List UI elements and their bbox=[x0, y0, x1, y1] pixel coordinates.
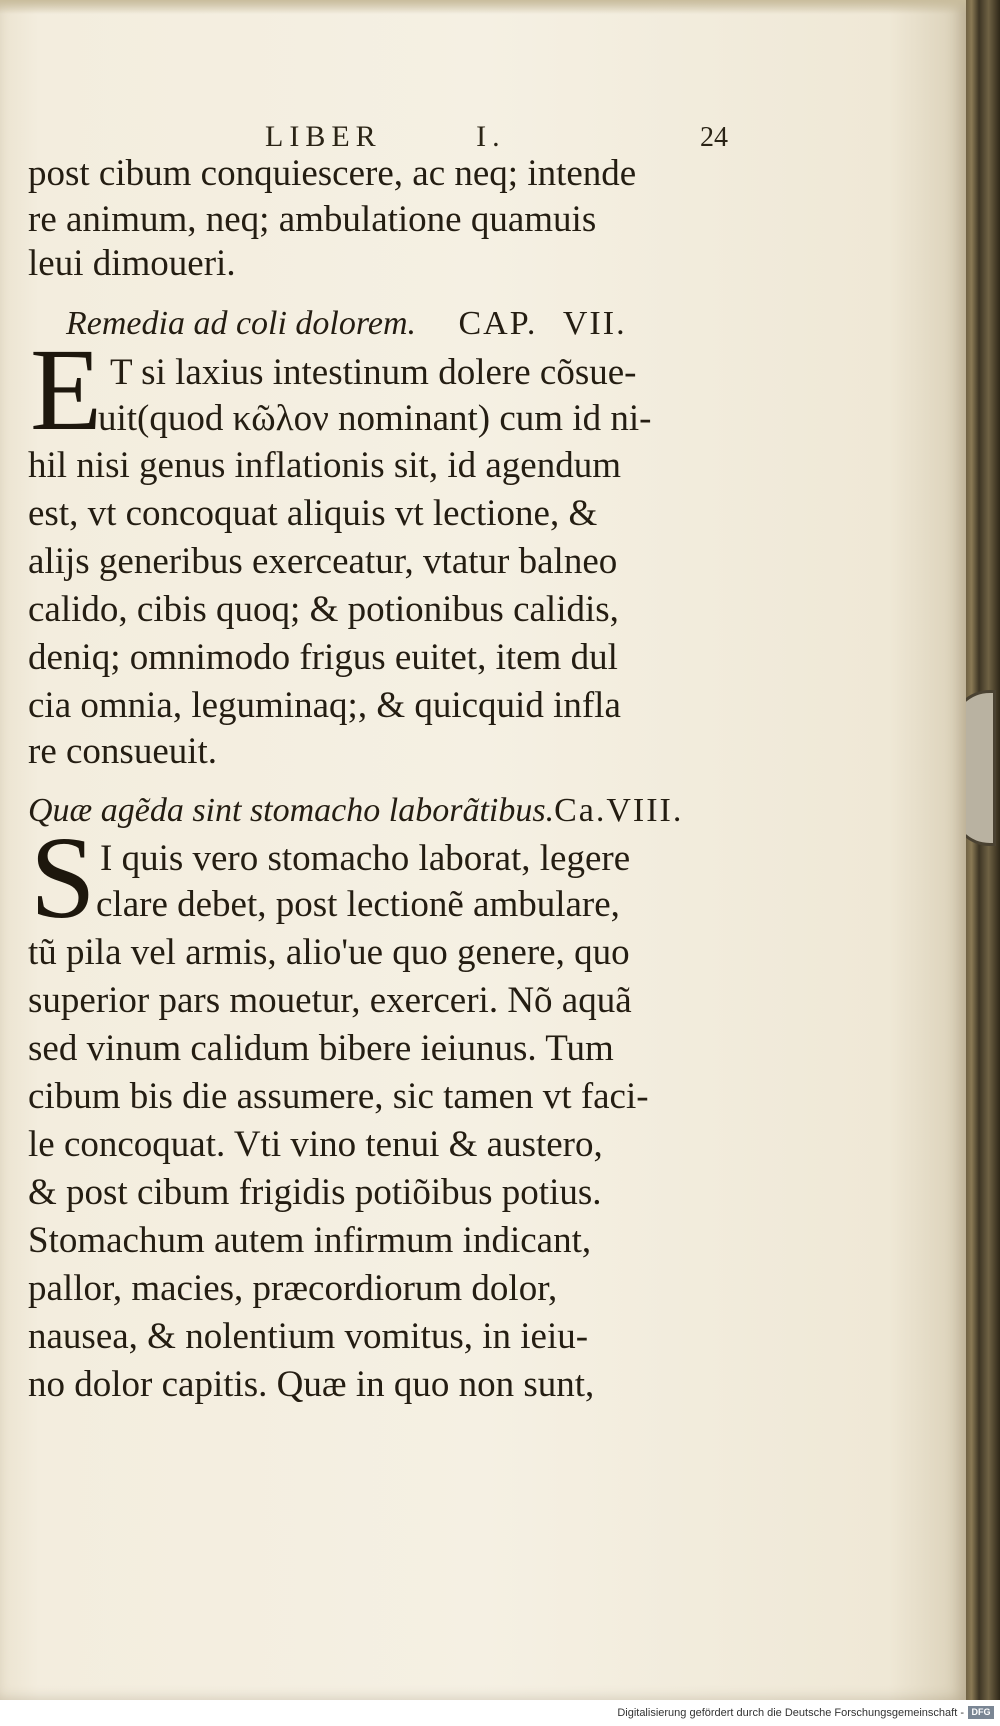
text-line: uit(quod κῶλον nominant) cum id ni- bbox=[98, 398, 652, 439]
digitization-footer bbox=[0, 1700, 1000, 1726]
text-line: est, vt concoquat aliquis vt lectione, & bbox=[28, 493, 598, 534]
text-line: alijs generibus exerceatur, vtatur balneo bbox=[28, 541, 618, 582]
chapter-title: Remedia ad coli dolorem. bbox=[66, 305, 416, 342]
text-line: pallor, macies, præcordiorum dolor, bbox=[28, 1268, 558, 1309]
chapter-number: VIII. bbox=[606, 792, 684, 829]
text-line: calido, cibis quoq; & potionibus calidis, bbox=[28, 589, 619, 630]
text-line: I quis vero stomacho laborat, legere bbox=[100, 838, 631, 879]
chapter-number: VII. bbox=[562, 305, 627, 342]
drop-cap-initial: S bbox=[30, 812, 96, 943]
text-line: superior pars mouetur, exerceri. Nõ aquã bbox=[28, 980, 632, 1021]
text-line: re consueuit. bbox=[28, 731, 218, 772]
text-line: cia omnia, leguminaq;, & quicquid infla bbox=[28, 685, 621, 726]
text-line: & post cibum frigidis potiõibus potius. bbox=[28, 1172, 602, 1213]
chapter-label: CAP. bbox=[458, 305, 538, 342]
running-head-title: LIBER I. bbox=[265, 120, 506, 153]
text-line: sed vinum calidum bibere ieiunus. Tum bbox=[28, 1028, 614, 1069]
text-line: T si laxius intestinum dolere cõsue- bbox=[110, 352, 637, 393]
text-line: le concoquat. Vti vino tenui & austero, bbox=[28, 1124, 603, 1165]
text-line: hil nisi genus inflationis sit, id agendum bbox=[28, 445, 621, 486]
funding-credit: Digitalisierung gefördert durch die Deutsche Forschungsgemeinschaft - bbox=[617, 1707, 964, 1719]
dfg-logo: DFG bbox=[968, 1706, 994, 1719]
chapter-label: Ca. bbox=[554, 792, 607, 829]
text-line: no dolor capitis. Quæ in quo non sunt, bbox=[28, 1364, 595, 1405]
text-line: leui dimoueri. bbox=[28, 243, 236, 284]
text-line: clare debet, post lectionẽ ambulare, bbox=[96, 884, 620, 925]
folio-number: 24 bbox=[700, 122, 728, 153]
text-line: cibum bis die assumere, sic tamen vt faci- bbox=[28, 1076, 649, 1117]
book-number: I. bbox=[476, 120, 506, 153]
book-fore-edge bbox=[962, 0, 1000, 1700]
text-line: Stomachum autem infirmum indicant, bbox=[28, 1220, 592, 1261]
text-line: post cibum conquiescere, ac neq; intende bbox=[28, 153, 637, 194]
text-line: tũ pila vel armis, alio'ue quo genere, quo bbox=[28, 932, 630, 973]
chapter-heading bbox=[28, 792, 683, 830]
chapter-heading bbox=[66, 305, 627, 343]
chapter-title: Quæ agẽda sint stomacho laborãtibus. bbox=[28, 792, 555, 829]
drop-cap-initial: E bbox=[30, 324, 103, 455]
text-line: re animum, neq; ambulatione quamuis bbox=[28, 199, 597, 240]
text-line: deniq; omnimodo frigus euitet, item dul bbox=[28, 637, 618, 678]
text-line: nausea, & nolentium vomitus, in ieiu- bbox=[28, 1316, 589, 1357]
